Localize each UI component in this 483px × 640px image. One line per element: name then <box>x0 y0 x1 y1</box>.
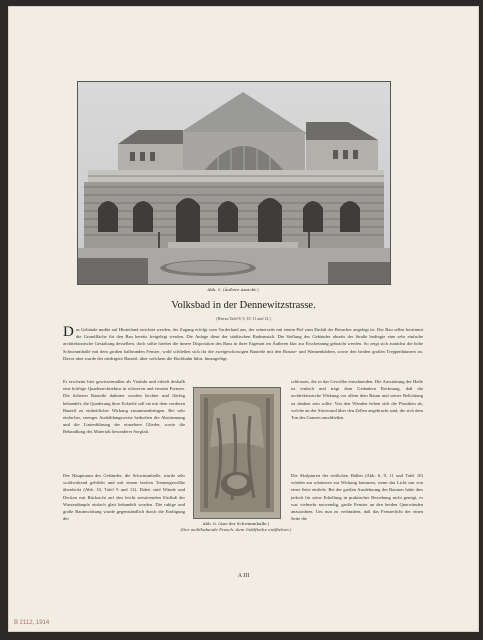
right-column-paragraph-1: schlossen, die in das Gewölbe einschneiden. Die Ausstattung der Halle ist einfach und trägt dem Gedanken Rechnung, daß die architektonische Wirkung vor allem dem Raum und seiner Belichtung zu danken sein sollte. Von den Wänden heben sich die Plastiken ab, welche an der Stirnwand über den Zellen angebracht sind, die sich dem Ton des Ganzen anschließen. <box>291 379 423 421</box>
left-column-paragraph-1: Er erscheint hier gewissermaßen als Viadukt und erhielt deshalb eine kräftige Quaderarchitektur in schweren und ernsten Formen. Die höheren Bauteile dahinter wurden leichter und flächig behandelt, die Quaderung ihrer Eckteile soll sie mit dem vorderen Bauteil zu einheitlicher Wirkung zusammenbringen. Bei sehr einfacher, strenger Ausbildungsweise bedurften die Abstimmung und die Linienführung der einzelnen Glieder, sowie die Behandlung des Materials besonderer Sorgfalt. <box>63 379 185 435</box>
drop-cap: D <box>63 326 74 340</box>
intro-text: as Gebäude mußte auf Hinterland errichtet werden, der Zugang erfolgt vom Vorderland aus, der seinerseits mit einem Hof zum Einlaß der Besucher angelegt ist. Der Bau selbst bestimmt die Grundfläche für den Bau bereits freigelegt werden. Die Anlage dient der städtischen Badeanstalt. Die Stellung des Gebäudes abseits der Straße bedingte eine sehr einfache architektonische Gestaltung desselben, doch sollte hierbei die innere Disposition des Baus in ihrer Eigenart im Äußeren klar zur Erscheinung gebracht werden. So zeigt sich zunächst die hohe Schwimmhalle mit dem großen halbrunden Fenster, wohl schließen sich ihr die zweigeschossigen Bauteile mit den Brause- und Wannenbädern, sowie den beiden großen Treppenhäusern an. Davor aber wurde der niedrigere Bauteil, über welchem die Hochbahn führt, hinzugefügt. <box>63 327 423 361</box>
archive-mark: B 2112, 1914 <box>14 620 50 626</box>
article-title: Volksbad in der Dennewitzstrasse. <box>171 300 316 311</box>
page-number: A III <box>237 573 250 579</box>
left-column-paragraph-2: Der Hauptraum des Gebäudes, die Schwimmhalle, wurde sehr wohlwirkend gebildet und mit einem breiten Tonnengewölbe überdeckt (Abb. 10, Tafel 9 und 12). Dabei sind Wände und Decken mit Rücksicht auf den leicht zerstörenden Einfluß der Wasserdämpfe einfach glatt behandelt worden. Die ruhige und große Raumwirkung wurde gegenständlich durch die Einfügung der <box>63 473 185 522</box>
document-page <box>8 6 479 632</box>
bathhouse-facade-image <box>78 82 390 284</box>
intro-paragraph <box>63 326 423 376</box>
relief-caption: Abb. 6. (Aus der Schwimmhalle.) <box>202 521 270 526</box>
article-subtitle: (Hierzu Tafel 8, 9, 10, 11 und 12.) <box>216 316 271 321</box>
relief-sculpture-image <box>193 387 281 519</box>
relief-credit: (Der wohlhabende Frosch, dem Goldfische entfliehen.) <box>180 527 292 532</box>
building-photo <box>77 81 391 285</box>
right-column-paragraph-2: Die Skulpturen der seitlichen Hallen (Abb. 6, 9, 11 und Tafel 10) würden am schönsten zur Wirkung kommen, wenn das Licht nur von einer Seite einfiele. Bei der großen Ausdehnung des Raumes hätte dies jedoch für seine Erhellung in praktischer Beziehung nicht genügt, es war vielmehr notwendig, große Fenster an den beiden Querwänden anzuordnen. Um nun zu verhindern, daß das Fensterlicht der einen Seite die <box>291 473 423 522</box>
photo-caption: Abb. 5. (Äußere Ansicht.) <box>207 287 259 292</box>
